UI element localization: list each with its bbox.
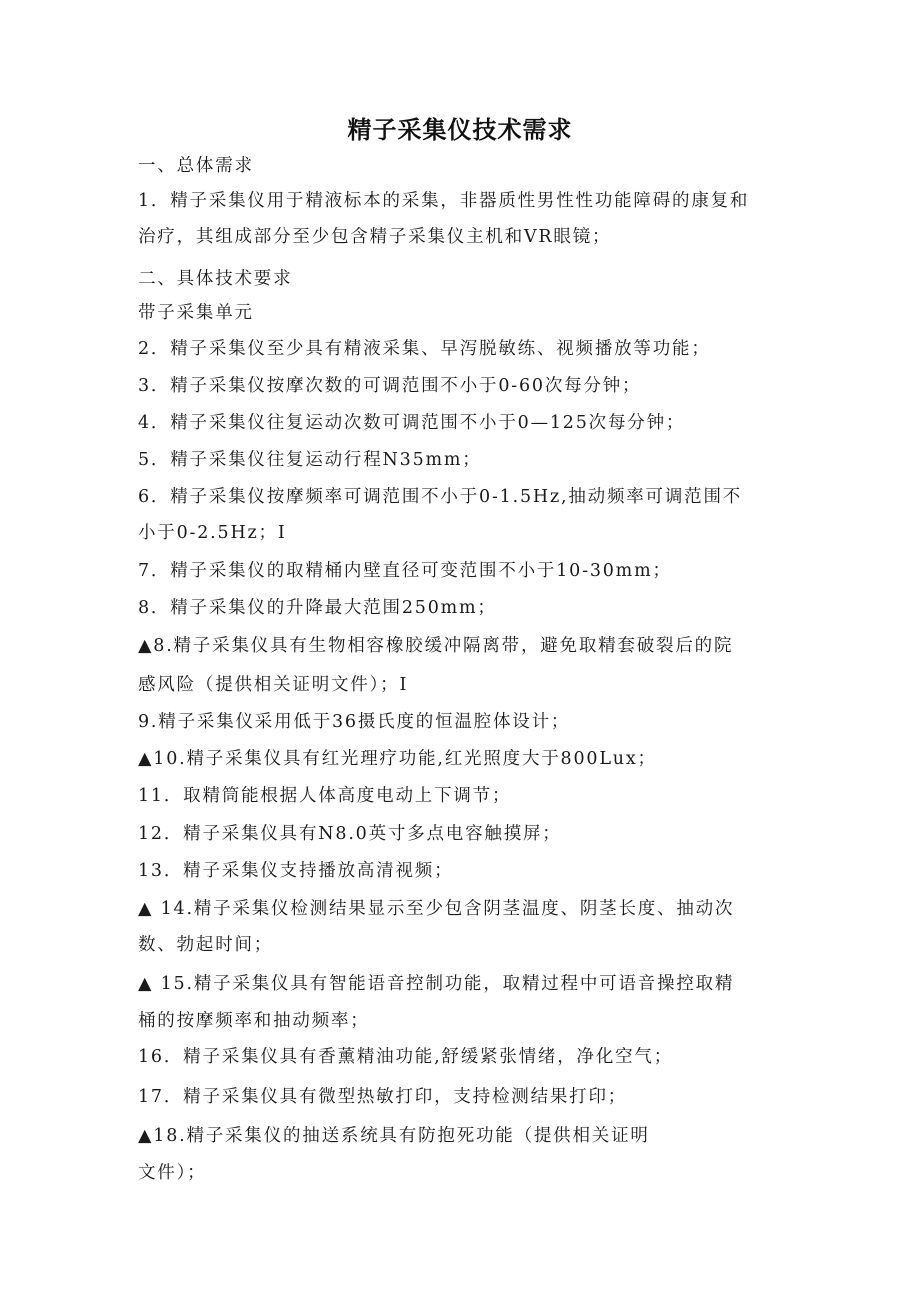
requirement-line: 7．精子采集仪的取精桶内壁直径可变范围不小于10-30mm； [138,561,672,581]
paragraph-line: 治疗，其组成部分至少包含精子采集仪主机和VR眼镜； [138,227,612,247]
requirement-line: 2．精子采集仪至少具有精液采集、早泻脱敏练、视频播放等功能； [138,339,711,359]
requirement-line: 小于0-2.5Hz；I [138,523,287,543]
requirement-line: 5．精子采集仪往复运动行程N35mm； [138,450,482,470]
section-heading-general: 一、总体需求 [138,156,254,176]
requirement-line: 6．精子采集仪按摩频率可调范围不小于0-1.5Hz,抽动频率可调范围不 [138,487,743,507]
section-heading-technical: 二、具体技术要求 [138,269,293,289]
requirement-line: 数、勃起时间； [138,935,274,955]
document-title: 精子采集仪技术需求 [347,116,573,144]
requirement-line: 3．精子采集仪按摩次数的可调范围不小于0-60次每分钟； [138,376,642,396]
requirement-line: ▲8.精子采集仪具有生物相容橡胶缓冲隔离带，避免取精套破裂后的院 [138,636,734,656]
requirement-line: 17．精子采集仪具有微型热敏打印，支持检测结果打印； [138,1087,628,1107]
requirement-line: 12．精子采集仪具有N8.0英寸多点电容触摸屏； [138,824,562,844]
requirement-line: 13．精子采集仪支持播放高清视频； [138,861,454,881]
requirement-line: 11．取精筒能根据人体高度电动上下调节； [138,786,512,806]
requirement-line: 8．精子采集仪的升降最大范围250mm； [138,598,497,618]
requirement-line: ▲10.精子采集仪具有红光理疗功能,红光照度大于800Lux； [138,749,657,769]
subsection-heading: 带子采集单元 [138,303,254,323]
requirement-line: 桶的按摩频率和抽动频率； [138,1011,370,1031]
requirement-line: ▲18.精子采集仪的抽送系统具有防抱死功能（提供相关证明 [138,1126,650,1146]
requirement-line: 文件）； [138,1163,207,1183]
requirement-line: 9.精子采集仪采用低于36摄氏度的恒温腔体设计； [138,712,571,732]
requirement-line: ▲ 15.精子采集仪具有智能语音控制功能，取精过程中可语音操控取精 [138,974,735,994]
requirement-line: 16．精子采集仪具有香薰精油功能,舒缓紧张情绪，净化空气； [138,1047,674,1067]
requirement-line: ▲ 14.精子采集仪检测结果显示至少包含阴茎温度、阴茎长度、抽动次 [138,899,735,919]
paragraph-line: 1．精子采集仪用于精液标本的采集，非器质性男性性功能障碍的康复和 [138,191,750,211]
requirement-line: 4．精子采集仪往复运动次数可调范围不小于0—125次每分钟； [138,413,686,433]
requirement-line: 感风险（提供相关证明文件）；I [138,675,409,695]
